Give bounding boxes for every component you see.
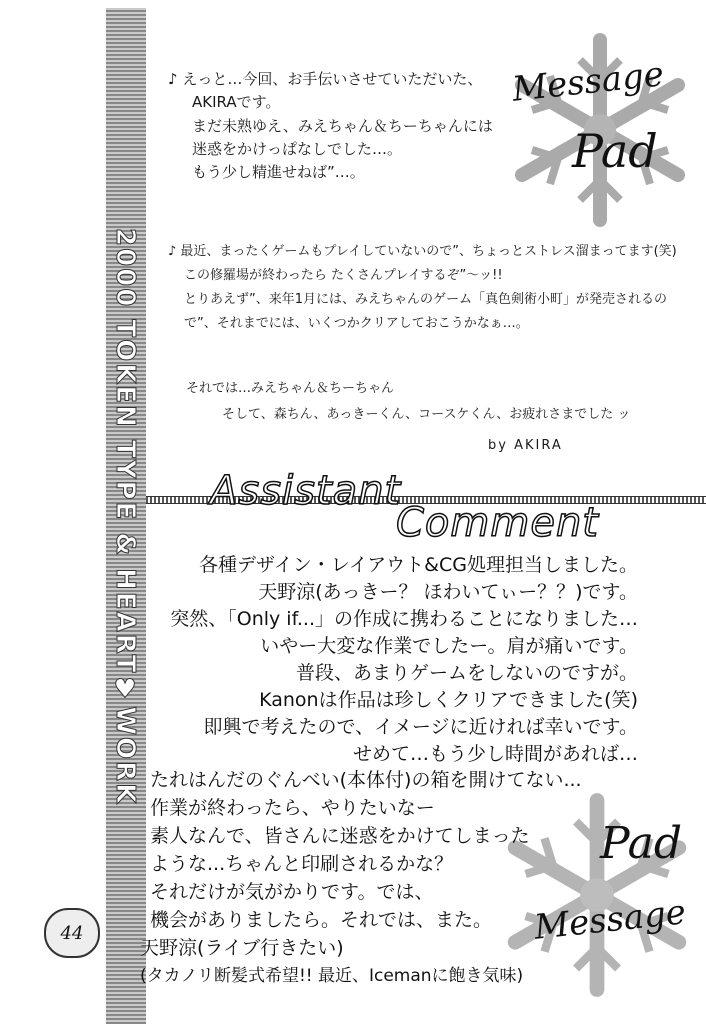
message-word: Message bbox=[510, 54, 666, 110]
comment-heading: Comment bbox=[396, 500, 599, 546]
pad-word-bottom: Pad bbox=[600, 818, 683, 869]
akira-signature: by AKIRA bbox=[488, 438, 563, 453]
akira-note-3: それでは…みえちゃん＆ちーちゃん そして、森ちん、あっきーくん、コースケくん、お疲れさまでした ッ bbox=[186, 381, 631, 422]
assistant-comment-body: 各種デザイン・レイアウト&CG処理担当しました。 天野涼(あっきー？ ほわいてぃー？？)です。 突然、「Only if...」の作成に携わることになりました… いやー大変な作業でしたー。肩が痛いです。 普段、あまりゲームをしないのですが。 Kanonは作品は珍しくクリアできました(笑) 即興で考えたので、イメージに近ければ幸いです。 せめて…もう少し時間があれば… bbox=[170, 554, 638, 765]
akira-note-1: ♪ えっと…今回、お手伝いさせていただいた、 AKIRAです。 まだ未熟ゆえ、みえちゃん＆ちーちゃんには 迷惑をかけっぱなしでした…。 もう少し精進せねば”…。 bbox=[168, 70, 493, 181]
assistant-comment-footer: たれはんだのぐんべい(本体付)の箱を開けてない... 作業が終わったら、やりたいなー 素人なんで、皆さんに迷惑をかけてしまった ような...ちゃんと印刷されるかな？ それだけが気がかりです。では、 機会がありましたら。それでは、また。 天野涼(ライブ行きたい) (タカノリ断髪式希望!! 最近、Icemanに飽き気味) bbox=[140, 769, 582, 986]
page-number: 44 bbox=[44, 908, 100, 958]
assistant-heading: Assistant bbox=[210, 468, 402, 514]
akira-note-2: ♪ 最近、まったくゲームもプレイしていないので”、ちょっとストレス溜まってます(笑) この修羅場が終わったら たくさんプレイするぞ”〜ッ!! とりあえず”、来年1月には、みえちゃんのゲーム「真色剣術小町」が発売されるの で”、それまでには、いくつかクリアしておこうかなぁ…。 bbox=[168, 244, 677, 332]
spine-title: 2000 TOKEN TYPE & HEART♥WORK bbox=[110, 228, 140, 806]
pad-word-top: Pad bbox=[572, 124, 658, 178]
message-pad-title-bottom: Message bbox=[532, 892, 688, 948]
